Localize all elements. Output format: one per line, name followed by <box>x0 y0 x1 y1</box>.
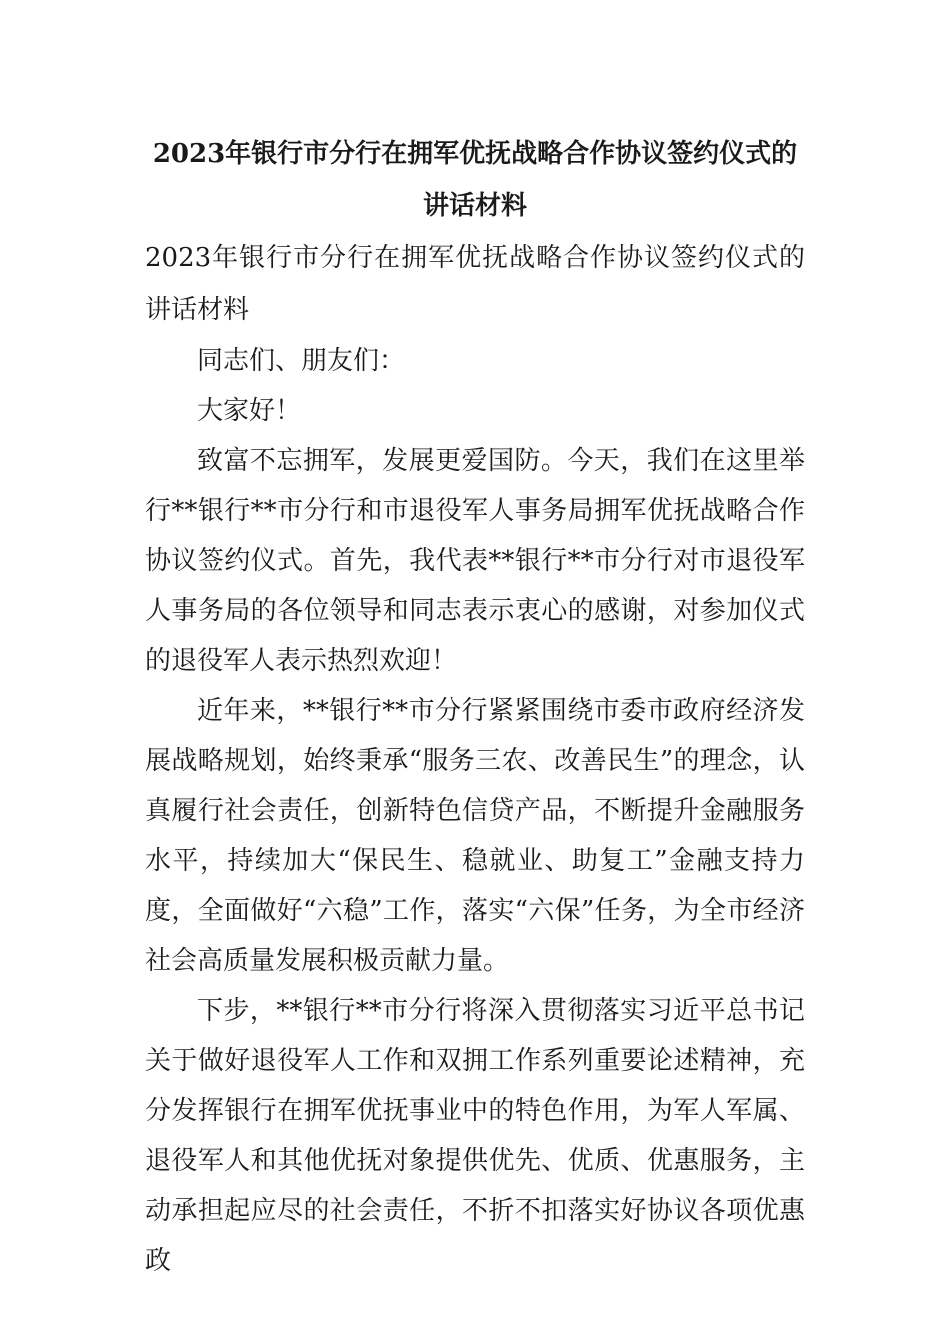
document-subtitle: 2023年银行市分行在拥军优抚战略合作协议签约仪式的讲话材料 <box>145 243 805 325</box>
paragraph-greeting: 同志们、朋友们： <box>197 346 406 376</box>
paragraph-next-steps: 下步，**银行**市分行将深入贯彻落实习近平总书记关于做好退役军人工作和双拥工作系列重要论述精神，充分发挥银行在拥军优抚事业中的特色作用，为军人军属、退役军人和其他优抚对象提供优先、优质、优惠服务，主动承担起应尽的社会责任，不折不扣落实好协议各项优惠政 <box>145 996 805 1276</box>
paragraph-hello: 大家好！ <box>197 396 302 426</box>
document-page <box>145 128 805 1286</box>
document-title: 2023年银行市分行在拥军优抚战略合作协议签约仪式的讲话材料 <box>152 139 798 221</box>
paragraph-achievements: 近年来，**银行**市分行紧紧围绕市委市政府经济发展战略规划，始终秉承“服务三农、改善民生”的理念，认真履行社会责任，创新特色信贷产品，不断提升金融服务水平，持续加大“保民生、稳就业、助复工”金融支持力度，全面做好“六稳”工作，落实“六保”任务，为全市经济社会高质量发展积极贡献力量。 <box>145 696 805 976</box>
paragraph-opening: 致富不忘拥军，发展更爱国防。今天，我们在这里举行**银行**市分行和市退役军人事务局拥军优抚战略合作协议签约仪式。首先，我代表**银行**市分行对市退役军人事务局的各位领导和同志表示衷心的感谢，对参加仪式的退役军人表示热烈欢迎！ <box>145 446 805 676</box>
